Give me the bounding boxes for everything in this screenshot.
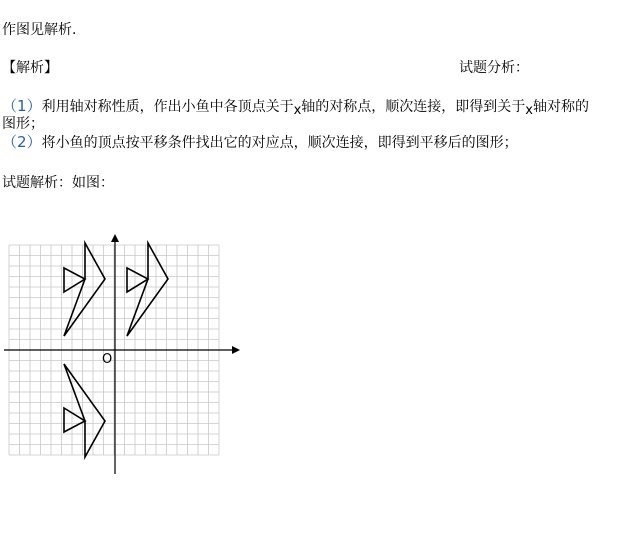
item-1-axis-2: x — [525, 103, 533, 118]
item-2-close: ） — [26, 133, 42, 151]
solution-line: 试题解析：如图： — [2, 175, 114, 191]
fish-translated — [127, 243, 168, 336]
coordinate-figure — [0, 226, 250, 486]
y-axis-arrow-icon — [111, 234, 119, 242]
item-1-close: ） — [26, 97, 42, 115]
fish-original — [64, 243, 105, 336]
item-2-text: 将小鱼的顶点按平移条件找出它的对应点，顺次连接，即得到平移后的图形； — [41, 135, 518, 151]
item-2-open: （ — [2, 133, 18, 151]
item-2-number: 2 — [17, 133, 27, 151]
origin-label: O — [102, 352, 113, 367]
item-1-text-a: 利用轴对称性质，作出小鱼中各顶点关于 — [41, 99, 294, 115]
item-2 — [2, 133, 518, 152]
item-1-number: 1 — [17, 97, 27, 115]
item-1-open: （ — [2, 97, 18, 115]
x-axis — [4, 346, 240, 354]
analysis-title: 试题分析： — [459, 60, 529, 76]
item-1-text-b: 轴的对称点，顺次连接，即得到关于 — [301, 99, 526, 115]
item-1 — [2, 97, 589, 120]
fish-reflected — [64, 364, 105, 457]
x-axis-arrow-icon — [232, 346, 240, 354]
item-1-axis: x — [293, 103, 302, 118]
fish-reflected-body — [64, 364, 105, 457]
fish-original-body — [64, 243, 105, 336]
item-1-text-c: 轴对称的 — [532, 99, 589, 115]
analysis-tag: 【解析】 — [2, 60, 58, 76]
fish-translated-body — [127, 243, 168, 336]
answer-line: 作图见解析. — [2, 22, 77, 38]
item-1-wrap: 图形； — [2, 116, 44, 132]
